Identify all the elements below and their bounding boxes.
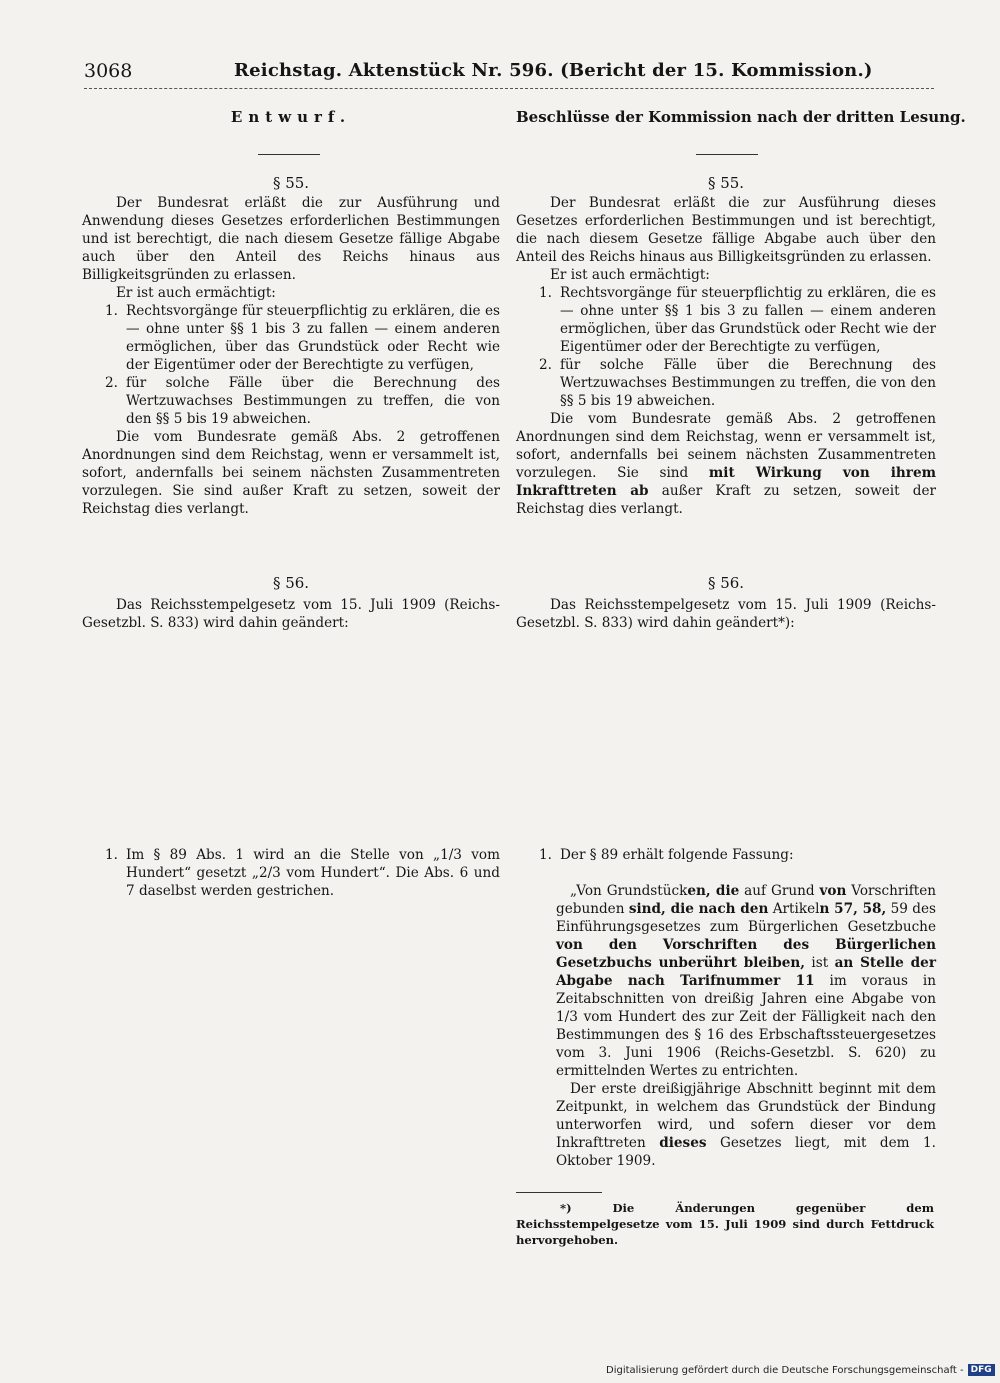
page-number: 3068 [84,60,133,82]
column-heading-commission: Beschlüsse der Kommission nach der dritten Lesung. [516,108,966,126]
bold-text-run: von [819,883,847,899]
text-run: „Von Grundstück [570,883,688,899]
dfg-logo: DFG [968,1364,995,1376]
text-run: Artikel [768,901,820,917]
quoted-provision [516,882,936,1170]
footnote: *) Die Änderungen gegenüber dem Reichsstempelgesetze vom 15. Juli 1909 sind durch Fettdruck hervorgehoben. [516,1201,934,1247]
bold-text-run: mit Wirkung von ihrem Inkrafttreten ab [516,465,936,499]
heading-rule [696,154,758,155]
bold-text-run: an Stelle der Abgabe nach Tarifnummer 11 [556,955,936,989]
heading-rule [258,154,320,155]
paragraph: Er ist auch ermächtigt: [116,285,276,301]
list-number: 1. [539,285,552,301]
text-run: Die vom Bundesrate gemäß Abs. 2 getroffenen Anordnungen sind dem Reichstag, wenn er versammelt ist, sofort, andernfalls bei seinem nächsten Zusammentreten vorzulegen. Sie sind [516,411,936,481]
list-number: 1. [105,847,118,863]
section-56-item [82,846,500,900]
paragraph [516,882,936,1080]
digitization-credit [606,1364,995,1376]
paragraph: Die vom Bundesrate gemäß Abs. 2 getroffenen Anordnungen sind dem Reichstag, wenn er versammelt ist, sofort, andernfalls bei seinem nächsten Zusammentreten vorzulegen. Sie sind außer Kraft zu setzen, soweit der Reichstag dies verlangt. [82,429,500,517]
bold-text-run: en, die [687,883,740,899]
paragraph: Der Bundesrat erläßt die zur Ausführung dieses Gesetzes erforderlichen Bestimmungen und ist berechtigt, die nach diesem Gesetze fällige Abgabe auch über den Anteil des Reichs hinaus aus Billigkeitsgründen zu erlassen. [516,195,936,265]
list-number: 1. [539,847,552,863]
section-55-body [82,194,500,518]
text-run: im voraus in Zeitabschnitten von dreißig Jahren eine Abgabe von 1/3 vom Hundert des zur Zeit der Fälligkeit nach den Bestimmungen des § 16 des Erbschaftssteuergesetzes vom 3. Juni 1906 (Reichs-Gesetzbl. S. 620) zu ermittelnden Wertes zu entrichten. [556,973,936,1079]
bold-text-run: von den Vorschriften des Bürgerlichen Gesetzbuchs unberührt bleiben, [556,937,936,971]
list-number: 2. [105,375,118,391]
list-item [516,356,936,410]
paragraph [516,410,936,518]
list-item [82,302,500,374]
text-run: 59 des Einführungsgesetzes zum Bürgerlichen Gesetzbuche [556,901,937,935]
header-rule [84,88,934,89]
list-text: Rechtsvorgänge für steuerpflichtig zu erklären, die es — ohne unter §§ 1 bis 3 zu fallen — einem anderen ermöglichen, über das Grundstück oder Recht wie der Eigentümer oder der Berechtigte zu verfügen, [126,303,500,373]
page-header [84,58,934,86]
paragraph: Das Reichsstempelgesetz vom 15. Juli 1909 (Reichs-Gesetzbl. S. 833) wird dahin geändert*): [516,597,936,631]
text-run: Vorschriften gebunden [556,883,936,917]
text-run: außer Kraft zu setzen, soweit der Reichstag dies verlangt. [516,483,936,517]
credit-text: Digitalisierung gefördert durch die Deutsche Forschungsgemeinschaft - [606,1364,964,1376]
bold-text-run: n 57, 58, [819,901,887,917]
list-text: für solche Fälle über die Berechnung des Wertzuwachses Bestimmungen zu treffen, die von den §§ 5 bis 19 abweichen. [560,357,936,409]
section-56-body [82,596,500,632]
section-55-title: § 55. [707,174,745,192]
footnote-rule [516,1192,602,1193]
list-item [516,846,936,864]
section-56-body [516,596,936,632]
list-number: 1. [105,303,118,319]
list-text: Im § 89 Abs. 1 wird an die Stelle von „1/3 vom Hundert“ gesetzt „2/3 vom Hundert“. Die Abs. 6 und 7 daselbst werden gestrichen. [126,847,500,899]
list-text: Rechtsvorgänge für steuerpflichtig zu erklären, die es — ohne unter §§ 1 bis 3 zu fallen — einem anderen ermöglichen, über das Grundstück oder Recht wie der Eigentümer oder der Berechtigte zu verfügen, [560,285,936,355]
list-text: Der § 89 erhält folgende Fassung: [560,847,794,863]
list-item [516,284,936,356]
list-number: 2. [539,357,552,373]
text-run: ist [804,955,835,971]
text-run: auf Grund [739,883,820,899]
paragraph [516,1080,936,1170]
column-heading-draft: Entwurf. [230,108,352,126]
section-56-item [516,846,936,864]
text-run: Gesetzes liegt, mit dem 1. Oktober 1909. [556,1135,936,1169]
text-run: Der erste dreißigjährige Abschnitt beginnt mit dem Zeitpunkt, in welchem das Grundstück der Bindung unterworfen wird, und sofern dieser vor dem Inkrafttreten [556,1081,936,1151]
bold-text-run: dieses [659,1135,707,1151]
list-item [82,374,500,428]
section-55-title: § 55. [272,174,310,192]
paragraph: Er ist auch ermächtigt: [550,267,710,283]
section-55-body [516,194,936,518]
bold-text-run: sind, die nach den [628,901,769,917]
paragraph: Der Bundesrat erläßt die zur Ausführung und Anwendung dieses Gesetzes erforderlichen Bestimmungen und ist berechtigt, die nach diesem Gesetze fällige Abgabe auch über den Anteil des Reichs hinaus aus Billigkeitsgründen zu erlassen. [82,195,500,283]
section-56-title: § 56. [707,574,745,592]
section-56-title: § 56. [272,574,310,592]
list-text: für solche Fälle über die Berechnung des Wertzuwachses Bestimmungen zu treffen, die von den §§ 5 bis 19 abweichen. [126,375,500,427]
list-item [82,846,500,900]
paragraph: Das Reichsstempelgesetz vom 15. Juli 1909 (Reichs-Gesetzbl. S. 833) wird dahin geändert: [82,597,500,631]
running-head: Reichstag. Aktenstück Nr. 596. (Bericht der 15. Kommission.) [234,60,873,81]
